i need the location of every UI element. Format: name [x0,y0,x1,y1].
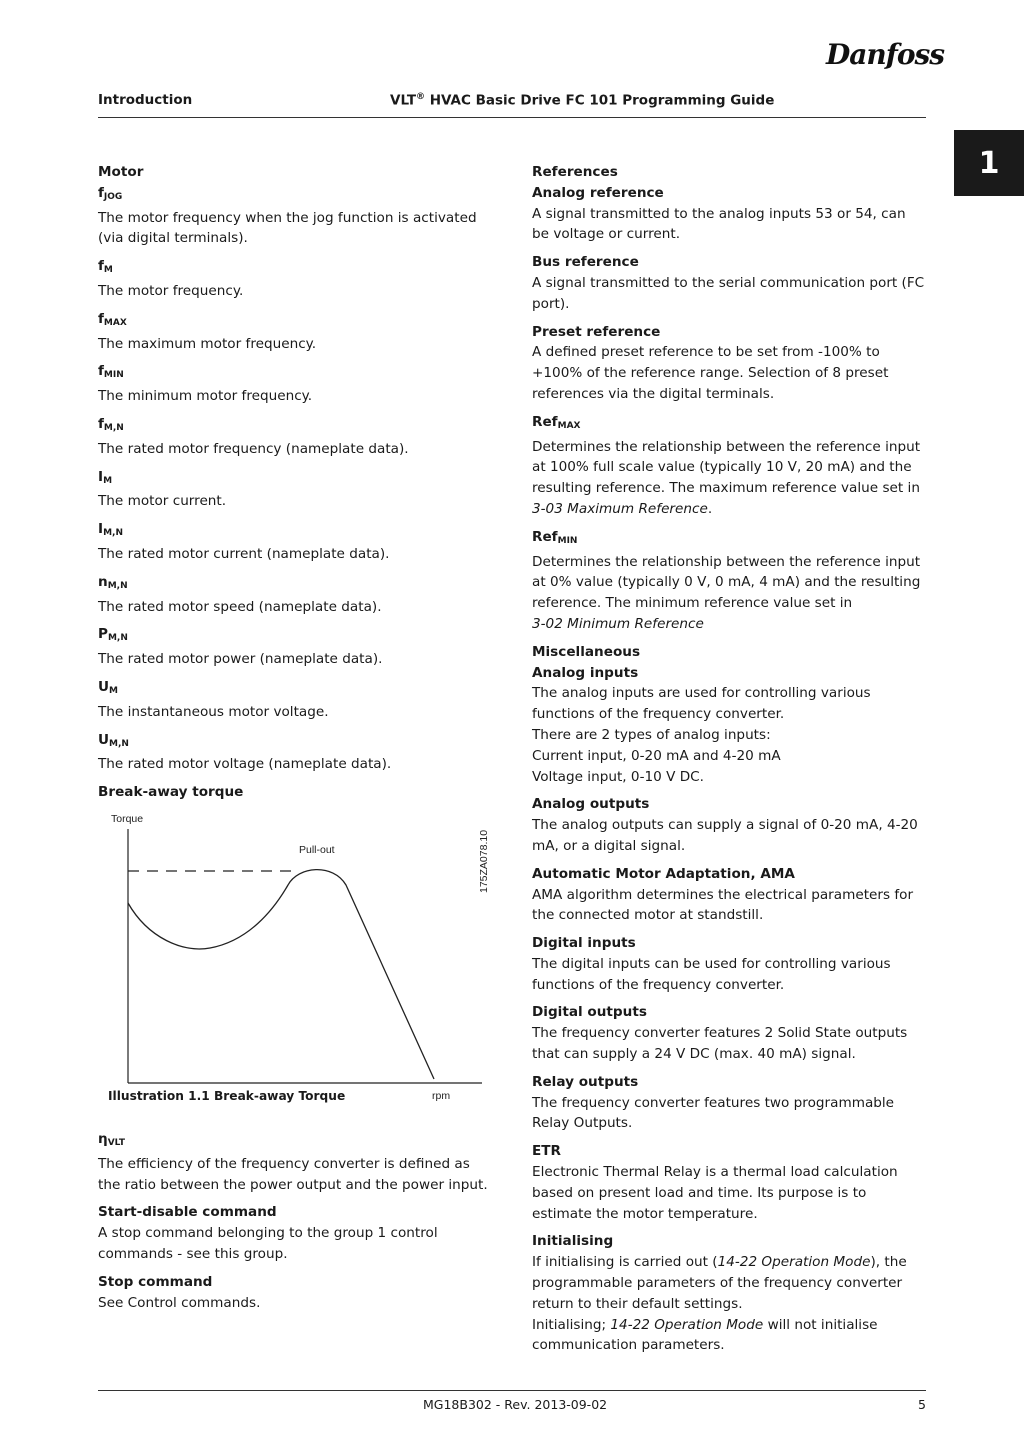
definition: The frequency converter features 2 Solid State outputs that can supply a 24 V DC (max. 40 mA) signal. [532,1025,908,1063]
term [98,414,490,439]
glossary-entry-preset-reference [532,322,926,405]
term-symbol: η [98,1130,108,1147]
definition-line: Voltage input, 0-10 V DC. [532,768,704,785]
definition-line: Current input, 0-20 mA and 4-20 mA [532,747,781,764]
glossary-entry-umn [98,730,490,776]
definition: The rated motor power (nameplate data). [98,651,383,668]
term-subscript: MIN [103,370,124,381]
term-subscript: M [109,685,119,696]
definition-text: If initialising is carried out ( [532,1254,718,1271]
glossary-entry-fmn [98,414,490,460]
definition: The minimum motor frequency. [98,388,313,405]
term-subscript: MAX [557,420,581,431]
left-column [98,162,490,1320]
definition: The frequency converter features two programmable Relay Outputs. [532,1094,895,1132]
term: Analog inputs [532,664,639,681]
definition [532,437,926,520]
glossary-entry-um [98,677,490,723]
term: Automatic Motor Adaptation, AMA [532,865,795,882]
term [98,256,490,281]
definition-text: Initialising; [532,1316,611,1333]
breakaway-heading: Break-away torque [98,784,244,801]
parameter-link: 3-02 Minimum Reference [532,615,704,632]
term: Initialising [532,1233,614,1250]
references-heading: References [532,164,618,180]
glossary-entry-analog-outputs [532,794,926,856]
torque-curve [128,870,434,1079]
term: Preset reference [532,323,661,340]
term-subscript: M,N [103,422,124,433]
term-symbol: f [98,258,104,275]
term [98,467,490,492]
footer-rule [98,1390,926,1391]
parameter-link: 14-22 Operation Mode [717,1254,871,1271]
glossary-entry-ama [532,864,926,926]
term [98,677,490,702]
glossary-entry-bus-reference [532,252,926,314]
term [532,527,926,552]
glossary-entry-relay-outputs [532,1072,926,1134]
definition: Electronic Thermal Relay is a thermal load calculation based on present load and time. Its purpose is to estimate the motor temperature. [532,1164,898,1222]
definition-text: ), the programmable parameters of the frequency converter return to their default settings. [532,1254,907,1312]
definition: The maximum motor frequency. [98,335,317,352]
torque-curve-diagram [98,803,490,1103]
header-title-rest: HVAC Basic Drive FC 101 Programming Guide [425,92,775,109]
glossary-entry-fm [98,256,490,302]
term-subscript: M,N [103,528,123,539]
term [98,183,490,208]
glossary-entry-stop-command [98,1272,490,1314]
definition-line: The analog inputs are used for controlling various functions of the frequency converter. [532,685,871,723]
glossary-entry-pmn [98,624,490,670]
definition: The motor frequency. [98,282,244,299]
term: Digital inputs [532,935,636,952]
definition: The motor frequency when the jog function is activated (via digital terminals). [98,209,477,247]
term: Stop command [98,1273,213,1290]
term [98,309,490,334]
glossary-entry-analog-reference [532,183,926,245]
definition: See Control commands. [98,1294,261,1311]
term-symbol: f [98,415,104,432]
definition: The motor current. [98,493,227,510]
term: Analog reference [532,184,664,201]
definition: The efficiency of the frequency converter is defined as the ratio between the power output and the power input. [98,1155,488,1193]
term [98,572,490,597]
definition: A defined preset reference to be set from -100% to +100% of the reference range. Selection of 8 preset references via the digital terminals. [532,344,889,402]
term-subscript: JOG [103,191,123,202]
term: Digital outputs [532,1004,647,1021]
x-axis-label: rpm [432,1089,451,1102]
definition: The digital inputs can be used for controlling various functions of the frequency converter. [532,955,891,993]
term-subscript: M [103,265,113,276]
definition: The analog outputs can supply a signal of 0-20 mA, 4-20 mA, or a digital signal. [532,817,918,854]
term [98,730,490,755]
glossary-entry-refmin [532,527,926,635]
term-symbol: U [98,678,110,695]
definition: AMA algorithm determines the electrical parameters for the connected motor at standstill. [532,886,914,924]
definition: The rated motor speed (nameplate data). [98,598,382,615]
term [98,361,490,386]
misc-heading: Miscellaneous [532,643,641,660]
glossary-entry-im [98,467,490,513]
definition-end: . [707,500,713,517]
term-symbol: P [98,626,108,643]
figure-code: 175ZA078.10 [478,829,490,893]
term-symbol: f [98,184,104,201]
definition: The rated motor voltage (nameplate data). [98,756,392,773]
glossary-entry-imn [98,519,490,565]
motor-heading: Motor [98,164,144,180]
pull-out-label: Pull-out [299,843,335,856]
term [98,519,490,544]
glossary-entry-start-disable [98,1202,490,1264]
glossary-entry-etr [532,1141,926,1224]
term-subscript: MIN [557,535,578,546]
parameter-link: 3-03 Maximum Reference [532,500,708,517]
term: Bus reference [532,254,639,271]
glossary-entry-nmn [98,572,490,618]
definition [532,1315,926,1357]
header-section: Introduction [98,92,193,108]
term-symbol: f [98,363,104,380]
breakaway-torque-figure [98,803,490,1109]
glossary-entry-fmax [98,309,490,355]
term-symbol: Ref [532,413,558,430]
term-symbol: I [98,468,104,485]
definition: The instantaneous motor voltage. [98,703,329,720]
definition: A signal transmitted to the serial communication port (FC port). [532,274,925,312]
glossary-entry-fmin [98,361,490,407]
definition-text: will not initialise communication parameters. [532,1316,878,1354]
header-title-reg: ® [416,92,426,102]
definition: A stop command belonging to the group 1 control commands - see this group. [98,1225,438,1262]
definition [532,552,926,635]
y-axis-label: Torque [111,812,144,825]
glossary-entry-digital-outputs [532,1002,926,1064]
term-symbol: Ref [532,528,558,545]
term-subscript: VLT [107,1137,126,1148]
danfoss-logo: Danfoss [826,38,945,71]
glossary-entry-analog-inputs [532,663,926,788]
chapter-tab: 1 [954,130,1024,196]
glossary-entry-eta-vlt [98,1129,490,1195]
term [98,1129,490,1154]
term: Relay outputs [532,1073,639,1090]
term-symbol: U [98,731,110,748]
term-symbol: f [98,310,104,327]
term [98,624,490,649]
glossary-entry-refmax [532,412,926,520]
definition: A signal transmitted to the analog inputs 53 or 54, can be voltage or current. [532,205,906,243]
figure-caption: Illustration 1.1 Break-away Torque [108,1088,346,1103]
definition: The rated motor frequency (nameplate data). [98,440,409,457]
glossary-entry-fjog [98,183,490,249]
term-subscript: M [103,475,113,486]
document-code: MG18B302 - Rev. 2013-09-02 [423,1397,608,1412]
glossary-entry-digital-inputs [532,933,926,995]
definition-text: Determines the relationship between the reference input at 100% full scale value (typically 10 V, 20 mA) and the resulting reference. The maximum reference value set in [532,438,921,497]
definition-line: There are 2 types of analog inputs: [532,726,771,743]
term: Analog outputs [532,796,650,813]
term-symbol: n [98,573,108,590]
term: Start-disable command [98,1204,277,1221]
page-number: 5 [918,1397,926,1412]
definition-text: Determines the relationship between the reference input at 0% value (typically 0 V, 0 mA, 4 mA) and the resulting reference. The minimum reference value set in [532,553,921,612]
term-subscript: M,N [107,580,128,591]
term-symbol: I [98,521,104,538]
header-rule [98,117,926,118]
parameter-link: 14-22 Operation Mode [610,1316,764,1333]
definition [532,1252,926,1314]
term [532,412,926,437]
term-subscript: M,N [107,633,128,644]
header-title [390,92,774,109]
term-subscript: M,N [109,738,129,749]
term: ETR [532,1143,562,1160]
header-title-brand: VLT [390,92,417,109]
term-subscript: MAX [103,317,127,328]
definition: The rated motor current (nameplate data). [98,545,390,562]
glossary-entry-initialising [532,1231,926,1356]
right-column [532,162,926,1363]
